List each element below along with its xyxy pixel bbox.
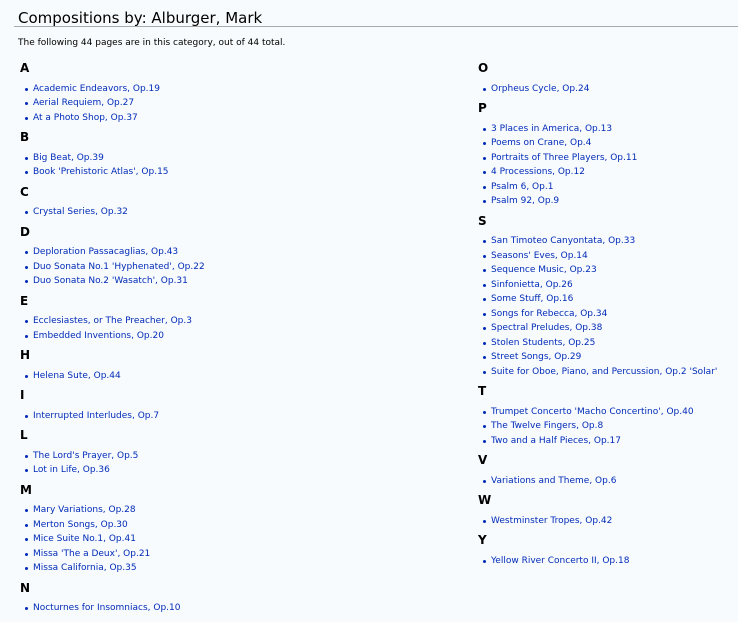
list-item xyxy=(20,449,460,464)
list-item xyxy=(20,165,460,180)
list-item xyxy=(20,561,460,576)
list-item xyxy=(478,136,738,151)
section-letter-y: Y xyxy=(478,533,487,547)
composition-link[interactable]: Nocturnes for Insomniacs, Op.10 xyxy=(33,603,181,613)
composition-link[interactable]: Poems on Crane, Op.4 xyxy=(491,138,592,148)
composition-link[interactable]: Stolen Students, Op.25 xyxy=(491,337,596,348)
list-item xyxy=(478,365,738,380)
composition-link[interactable]: 4 Processions, Op.12 xyxy=(491,167,585,177)
composition-link[interactable]: Trumpet Concerto 'Macho Concertino', Op.40 xyxy=(491,406,694,417)
section-list-n xyxy=(20,595,460,621)
list-item xyxy=(478,419,738,434)
composition-link[interactable]: Suite for Oboe, Piano, and Percussion, Op.2 'Solar' xyxy=(491,366,718,377)
list-item xyxy=(478,405,738,420)
composition-link[interactable]: Spectral Preludes, Op.38 xyxy=(491,323,603,333)
composition-link[interactable]: Variations and Theme, Op.6 xyxy=(491,475,617,486)
section-letter-b: B xyxy=(20,130,30,144)
composition-link[interactable]: Some Stuff, Op.16 xyxy=(491,294,574,304)
composition-link[interactable]: Aerial Requiem, Op.27 xyxy=(33,98,135,108)
composition-link[interactable]: Big Beat, Op.39 xyxy=(33,152,104,163)
composition-link[interactable]: Duo Sonata No.2 'Wasatch', Op.31 xyxy=(33,276,188,286)
section-list-t xyxy=(478,399,738,454)
section-letter-v: V xyxy=(478,453,488,467)
composition-link[interactable]: Missa California, Op.35 xyxy=(33,563,137,573)
composition-link[interactable]: Crystal Series, Op.32 xyxy=(33,207,128,217)
page-title: Compositions by: Alburger, Mark xyxy=(18,9,263,27)
section-list-i xyxy=(20,403,460,429)
list-item xyxy=(20,82,460,97)
list-item xyxy=(20,274,460,289)
composition-link[interactable]: Merton Songs, Op.30 xyxy=(33,519,128,530)
composition-link[interactable]: Academic Endeavors, Op.19 xyxy=(33,83,160,94)
section-list-l xyxy=(20,443,460,483)
section-list-v xyxy=(478,468,738,494)
list-item xyxy=(20,151,460,166)
list-item xyxy=(20,409,460,424)
composition-link[interactable]: Book 'Prehistoric Atlas', Op.15 xyxy=(33,167,169,177)
section-letter-o: O xyxy=(478,61,489,75)
composition-link[interactable]: Helena Sute, Op.44 xyxy=(33,370,121,381)
list-item xyxy=(478,292,738,307)
composition-link[interactable]: 3 Places in America, Op.13 xyxy=(491,123,613,134)
composition-link[interactable]: Deploration Passacaglias, Op.43 xyxy=(33,247,179,257)
section-list-m xyxy=(20,497,460,581)
section-list-h xyxy=(20,363,460,389)
list-item xyxy=(20,532,460,547)
section-list-p xyxy=(478,116,738,214)
composition-link[interactable]: Sequence Music, Op.23 xyxy=(491,265,597,275)
composition-link[interactable]: Ecclesiastes, or The Preacher, Op.3 xyxy=(33,316,192,326)
list-item xyxy=(20,314,460,329)
section-list-b xyxy=(20,145,460,185)
list-item xyxy=(20,601,460,616)
composition-link[interactable]: Duo Sonata No.1 'Hyphenated', Op.22 xyxy=(33,261,205,272)
list-item xyxy=(478,474,738,489)
list-item xyxy=(20,369,460,384)
list-item xyxy=(478,234,738,249)
section-letter-p: P xyxy=(478,101,487,115)
composition-link[interactable]: Psalm 6, Op.1 xyxy=(491,181,554,192)
list-item xyxy=(20,329,460,344)
section-letter-m: M xyxy=(20,482,32,497)
composition-link[interactable]: Seasons' Eves, Op.14 xyxy=(491,250,588,261)
list-item xyxy=(20,111,460,126)
section-list-w xyxy=(478,508,738,534)
section-list-e xyxy=(20,308,460,348)
section-letter-e: E xyxy=(20,293,29,308)
list-item xyxy=(20,503,460,518)
list-item xyxy=(478,180,738,195)
list-item xyxy=(478,278,738,293)
section-list-o xyxy=(478,76,738,102)
section-letter-n: N xyxy=(20,580,31,595)
section-letter-w: W xyxy=(478,493,492,507)
composition-link[interactable]: Songs for Rebecca, Op.34 xyxy=(491,308,608,319)
composition-link[interactable]: Mary Variations, Op.28 xyxy=(33,505,136,515)
list-item xyxy=(20,518,460,533)
composition-link[interactable]: Mice Suite No.1, Op.41 xyxy=(33,534,136,544)
list-item xyxy=(478,514,738,529)
list-item xyxy=(478,307,738,322)
list-item xyxy=(478,82,738,97)
composition-link[interactable]: Two and a Half Pieces, Op.17 xyxy=(491,435,621,446)
composition-link[interactable]: The Lord's Prayer, Op.5 xyxy=(33,450,139,461)
composition-link[interactable]: Missa 'The a Deux', Op.21 xyxy=(33,548,151,559)
section-list-c xyxy=(20,199,460,225)
section-letter-i: I xyxy=(20,388,25,402)
section-letter-s: S xyxy=(478,213,487,228)
category-column-left xyxy=(20,61,460,621)
section-list-s xyxy=(478,228,738,384)
list-item xyxy=(478,122,738,137)
list-item xyxy=(478,434,738,449)
list-item xyxy=(20,245,460,260)
category-count-text: The following 44 pages are in this category, out of 44 total. xyxy=(18,38,286,48)
section-list-d xyxy=(20,239,460,294)
composition-link[interactable]: Street Songs, Op.29 xyxy=(491,352,582,362)
composition-link[interactable]: Interrupted Interludes, Op.7 xyxy=(33,410,160,421)
list-item xyxy=(478,263,738,278)
composition-link[interactable]: Yellow River Concerto II, Op.18 xyxy=(491,555,630,566)
list-item xyxy=(478,321,738,336)
composition-link[interactable]: Westminster Tropes, Op.42 xyxy=(491,515,613,526)
list-item xyxy=(20,260,460,275)
section-list-a xyxy=(20,76,460,131)
section-letter-l: L xyxy=(20,428,28,442)
section-letter-a: A xyxy=(20,61,30,75)
composition-link[interactable]: Psalm 92, Op.9 xyxy=(491,196,560,206)
list-item xyxy=(20,96,460,111)
list-item xyxy=(478,249,738,264)
list-item xyxy=(478,151,738,166)
list-item xyxy=(478,350,738,365)
composition-link[interactable]: Embedded Inventions, Op.20 xyxy=(33,330,164,341)
composition-link[interactable]: The Twelve Fingers, Op.8 xyxy=(491,421,604,431)
section-letter-h: H xyxy=(20,348,31,362)
title-divider xyxy=(14,26,738,27)
composition-link[interactable]: Lot in Life, Op.36 xyxy=(33,465,110,475)
composition-link[interactable]: Orpheus Cycle, Op.24 xyxy=(491,83,590,94)
list-item xyxy=(20,547,460,562)
composition-link[interactable]: At a Photo Shop, Op.37 xyxy=(33,112,138,123)
section-letter-t: T xyxy=(478,384,487,398)
list-item xyxy=(20,463,460,478)
section-letter-d: D xyxy=(20,224,30,239)
list-item xyxy=(478,165,738,180)
composition-link[interactable]: Sinfonietta, Op.26 xyxy=(491,279,573,290)
composition-link[interactable]: Portraits of Three Players, Op.11 xyxy=(491,152,638,163)
section-letter-c: C xyxy=(20,184,29,199)
list-item xyxy=(478,194,738,209)
list-item xyxy=(20,205,460,220)
list-item xyxy=(478,554,738,569)
list-item xyxy=(478,336,738,351)
category-column-right xyxy=(478,61,738,573)
composition-link[interactable]: San Timoteo Canyontata, Op.33 xyxy=(491,236,636,246)
section-list-y xyxy=(478,548,738,574)
